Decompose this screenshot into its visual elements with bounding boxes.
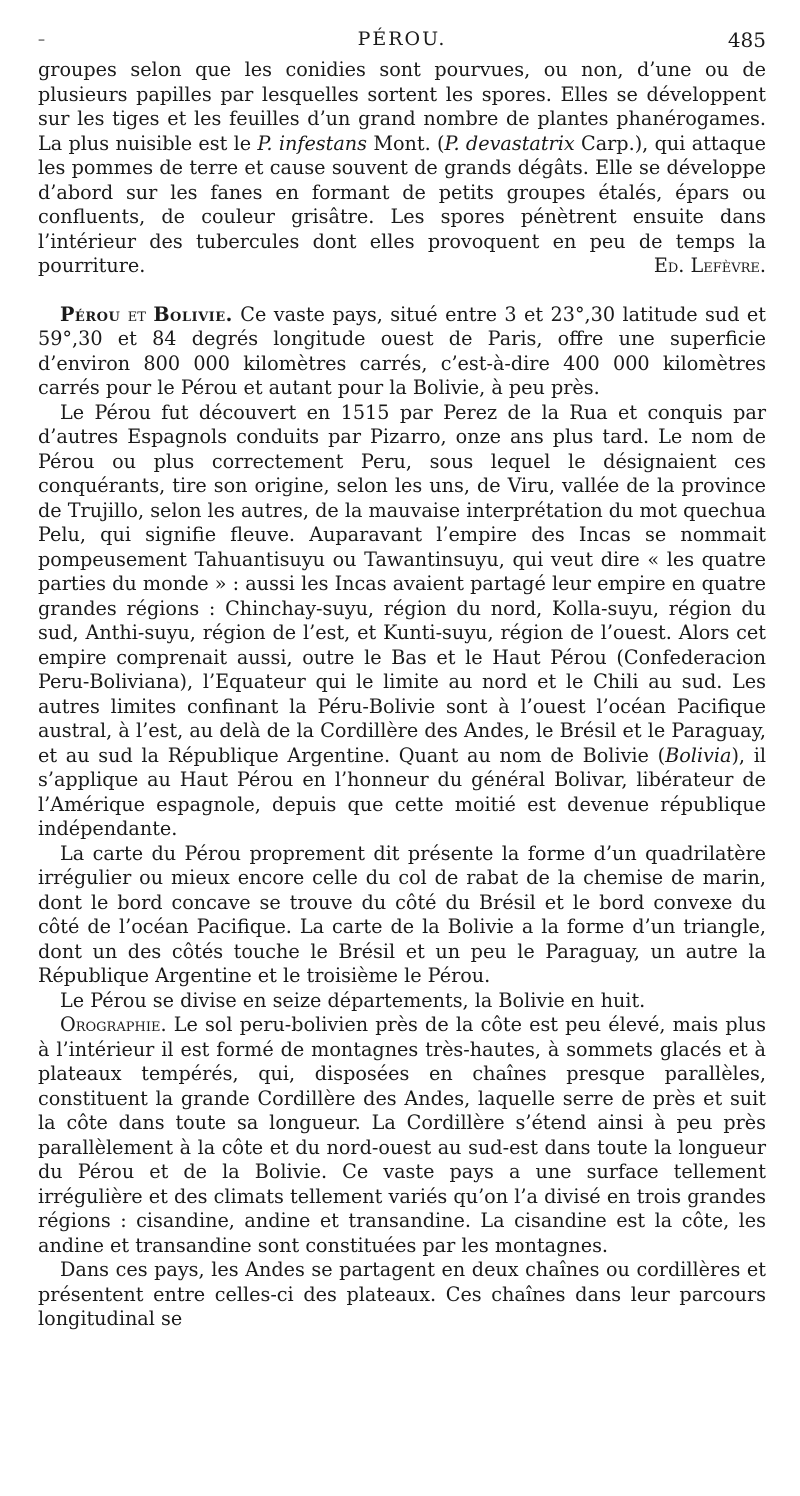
paragraph-text: Le sol peru-bolivien près de la côte est peu élevé, mais plus à l’intérieur il est formé de montagnes très-hautes, à sommets glacés et à plateaux tempérés, qui, disposées en chaînes presque parallèles, constituent la grande Cordillère des Andes, laquelle serre de près et suit la côte dans toute sa longueur. La Cordillère s’étend ainsi à peu près parallèlement à la côte et du nord-ouest au sud-est dans toute la longueur du Pérou et de la Bolivie. Ce vaste pays a une surface tellement irrégulière et des climats tellement variés qu’on l’a divisé en trois grandes régions : cisandine, andine et transandine. La cisandine est la côte, les andine et transandine sont constituées par les montagnes. bbox=[38, 1013, 766, 1257]
section-gap bbox=[38, 279, 766, 303]
article-body bbox=[38, 58, 766, 1332]
page-number: 485 bbox=[727, 28, 766, 52]
header-mark: – bbox=[38, 32, 47, 48]
paragraph bbox=[38, 1013, 766, 1258]
paragraph-continued bbox=[38, 58, 766, 279]
page bbox=[38, 28, 766, 1332]
section-label: Orographie. bbox=[60, 1013, 167, 1036]
entry-paragraph bbox=[38, 303, 766, 401]
paragraph-text: ), il s’applique au Haut Pérou en l’honneur du général Bolivar, libérateur de l’Amérique espagnole, depuis que cette moitié est devenue république indépendante. bbox=[38, 743, 766, 840]
italic-term: Bolivia bbox=[665, 743, 732, 767]
paragraph: Le Pérou se divise en seize départements, la Bolivie en huit. bbox=[60, 988, 646, 1012]
paragraph bbox=[38, 401, 766, 842]
paragraph-text: Le Pérou fut découvert en 1515 par Perez de la Rua et conquis par d’autres Espagnols conduits par Pizarro, onze ans plus tard. Le nom de Pérou ou plus correctement Peru, sous lequel le désignaient ces conquérants, tire son origine, selon les uns, de Viru, vallée de la province de Trujillo, selon les autres, de la mauvaise interprétation du mot quechua Pelu, qui signifie fleuve. Auparavant l’empire des Incas se nommait pompeusement Tahuantisuyu ou Tawantinsuyu, qui veut dire « les quatre parties du monde » : aussi les Incas avaient partagé leur empire en quatre grandes régions : Chinchay-suyu, région du nord, Kolla-suyu, région du sud, Anthi-suyu, région de l’est, et Kunti-suyu, région de l’ouest. Alors cet empire comprenait aussi, outre le Bas et le Haut Pérou (Confederacion Peru-Boliviana), l’Equateur qui le limite au nord et le Chili au sud. Les autres limites confinant la Péru-Bolivie sont à l’ouest l’océan Pacifique austral, à l’est, au delà de la Cordillère des Andes, le Brésil et le Paraguay, et au sud la République Argentine. Quant au nom de Bolivie ( bbox=[38, 400, 766, 767]
species-name: P. devastatrix bbox=[444, 131, 575, 155]
species-name: P. infestans bbox=[257, 131, 367, 155]
running-title: PÉROU. bbox=[357, 28, 447, 50]
entry-headword: Bolivie. bbox=[153, 302, 233, 326]
paragraph-text: Carp.), qui attaque les pommes de terre et cause souvent de grands dégâts. Elle se développe d’abord sur les fanes en formant de petits groupes étalés, épars ou confluents, de couleur grisâtre. Les spores pénètrent ensuite dans l’intérieur des tubercules dont elles provoquent en peu de temps la pourriture. bbox=[38, 131, 766, 277]
author-signature: Ed. Lefèvre. bbox=[653, 254, 766, 277]
paragraph-text: groupes selon que les conidies sont pourvues, ou non, d’une ou de plusieurs papilles par lesquelles sortent les spores. Elles se développent sur les tiges et les feuilles d’un grand nombre de plantes phanérogames. La plus nuisible est le bbox=[38, 58, 766, 155]
paragraph-text: Mont. ( bbox=[367, 131, 445, 155]
entry-headword: Pérou bbox=[60, 302, 121, 326]
paragraph: Dans ces pays, les Andes se partagent en deux chaînes ou cordillères et présentent entre celles-ci des plateaux. Ces chaînes dans leur parcours longitudinal se bbox=[38, 1258, 766, 1330]
entry-headword-et: et bbox=[127, 302, 146, 326]
paragraph-text: Ce vaste pays, situé entre 3 et 23°,30 latitude sud et 59°,30 et 84 degrés longitude ouest de Paris, offre une superficie d’environ 800 000 kilomètres carrés, c’est-à-dire 400 000 kilomètres carrés pour le Pérou et autant pour la Bolivie, à peu près. bbox=[38, 302, 766, 399]
page-header bbox=[38, 28, 766, 58]
paragraph: La carte du Pérou proprement dit présente la forme d’un quadrilatère irrégulier ou mieux encore celle du col de rabat de la chemise de marin, dont le bord concave se trouve du côté du Brésil et le bord convexe du côté de l’océan Pacifique. La carte de la Bolivie a la forme d’un triangle, dont un des côtés touche le Brésil et un peu le Paraguay, un autre la République Argentine et le troisième le Pérou. bbox=[38, 841, 766, 987]
